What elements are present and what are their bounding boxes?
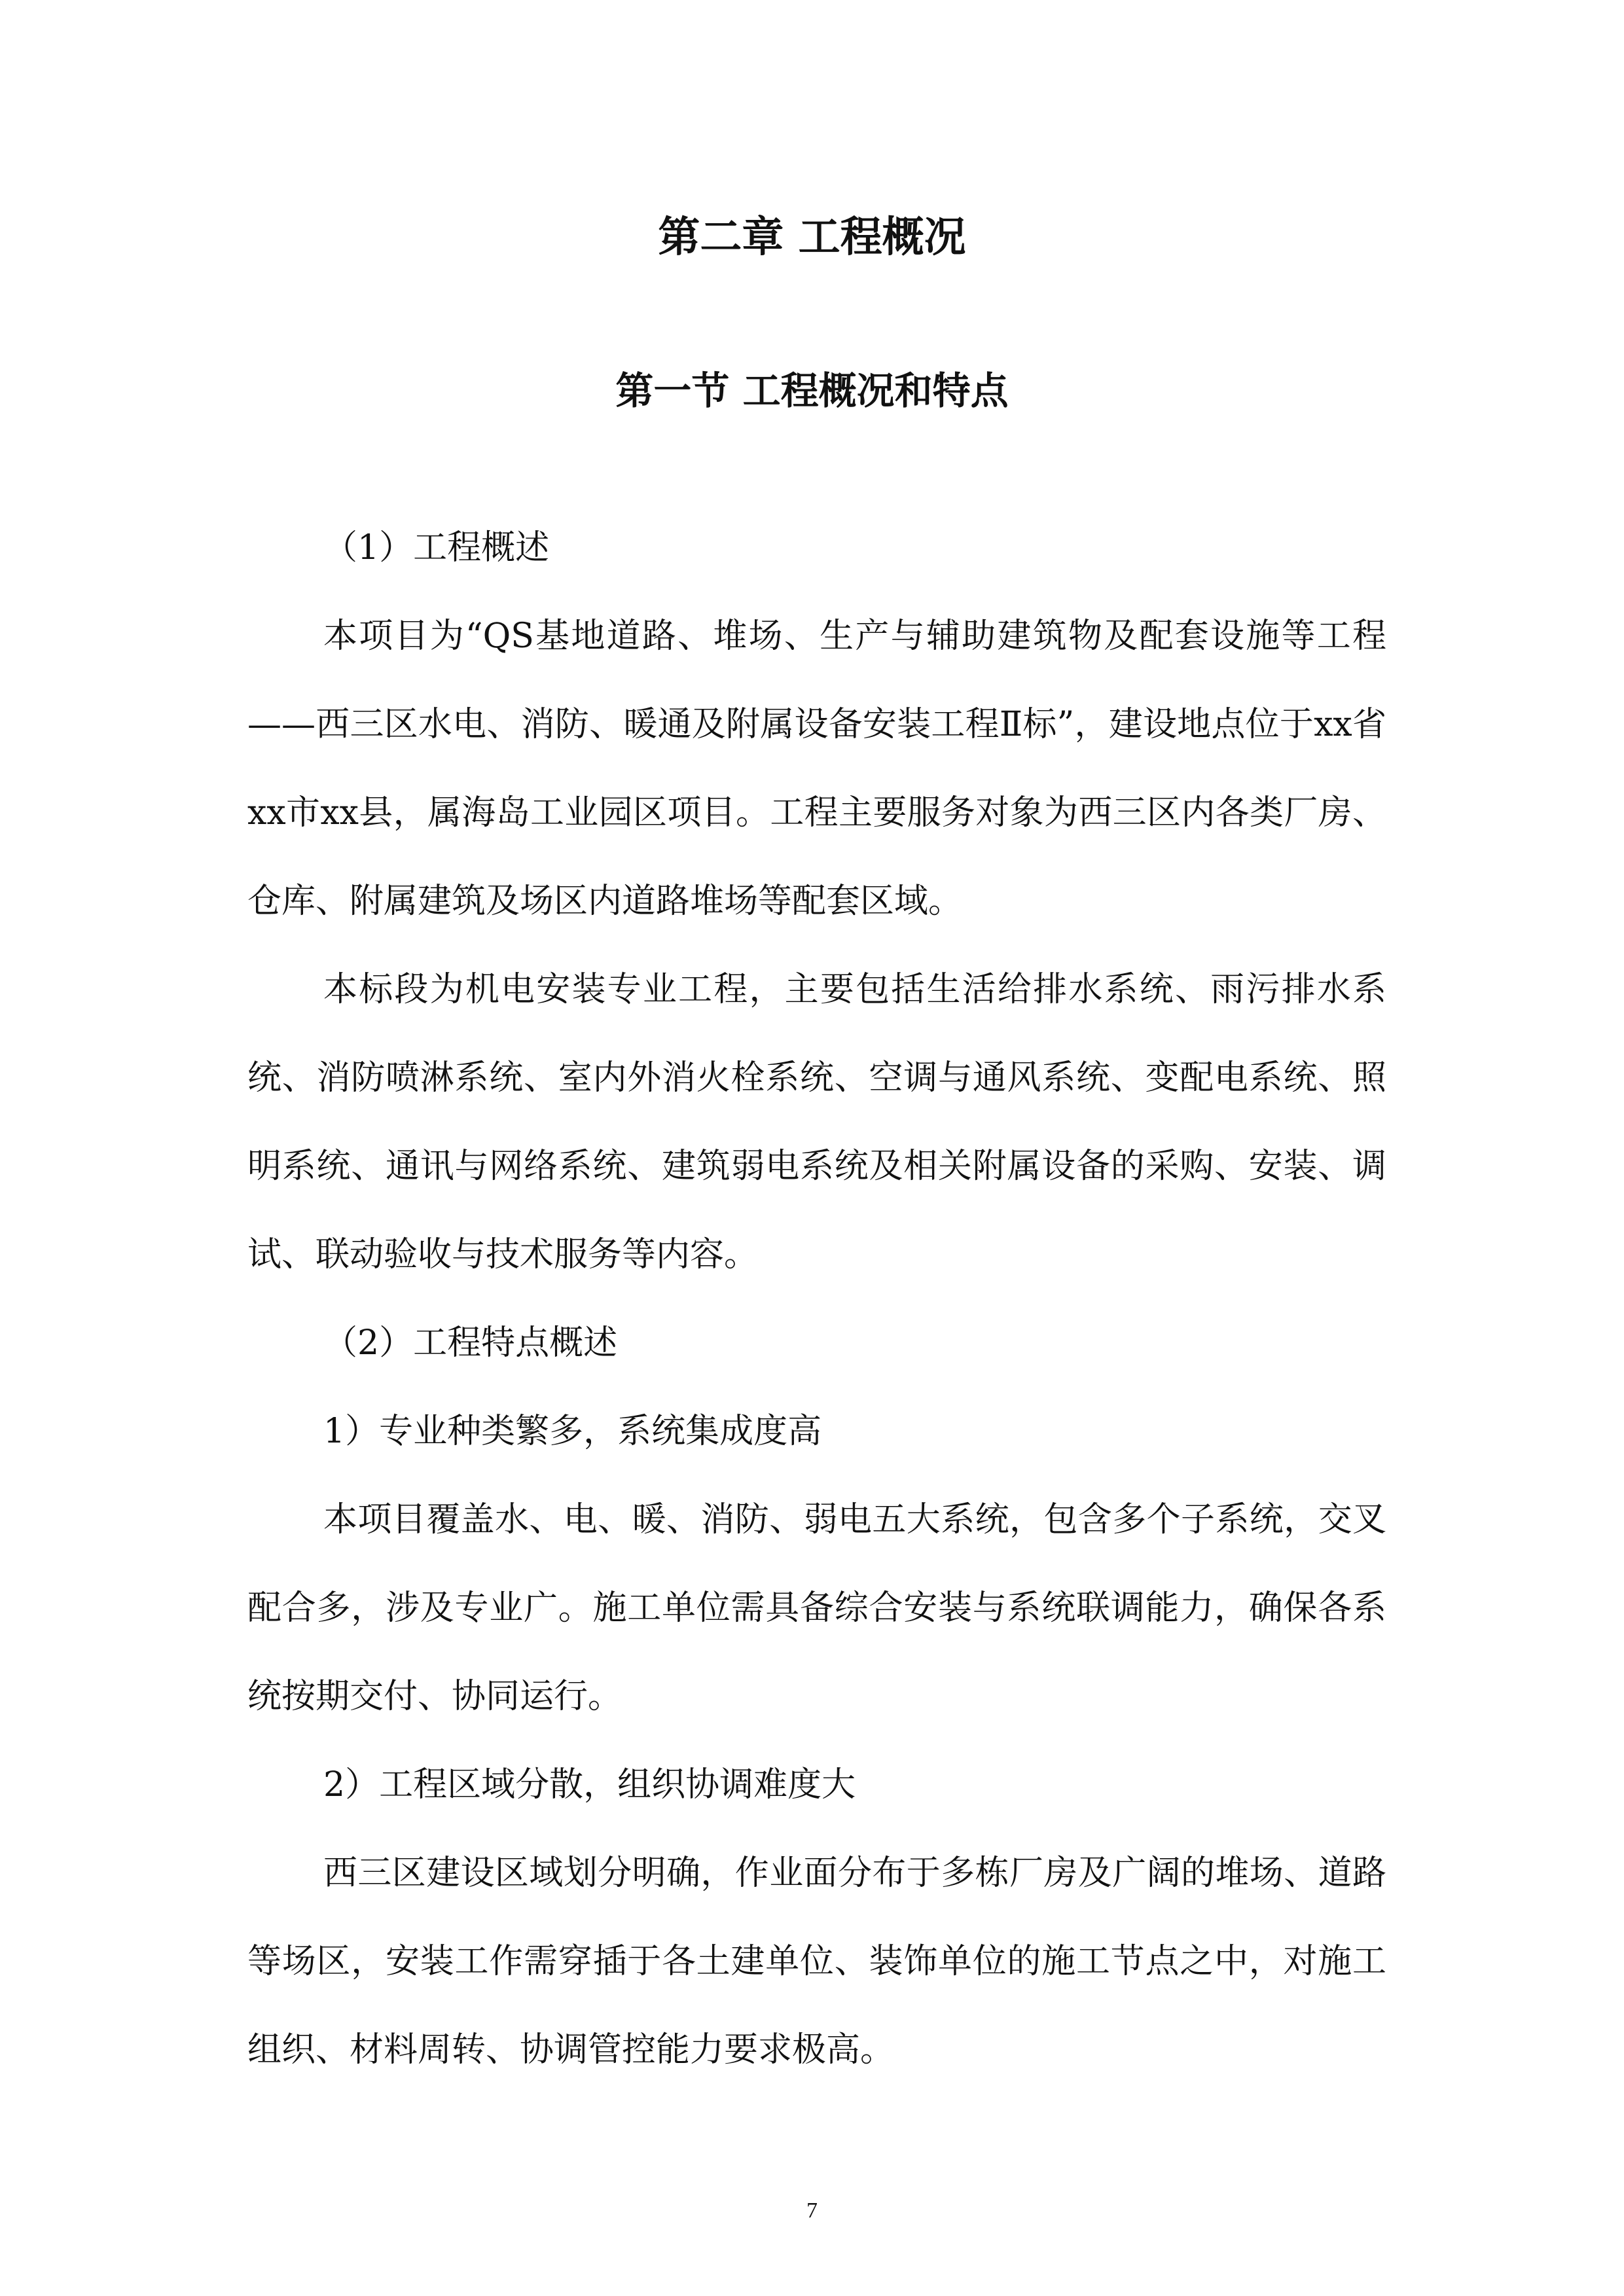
subheading-features: （2）工程特点概述 [323, 1323, 618, 1363]
paragraph-scope: 本标段为机电安装专业工程，主要包括生活给排水系统、雨污排水系统、消防喷淋系统、室内外消火栓系统、空调与通风系统、变配电系统、照明系统、通讯与网络系统、建筑弱电系统及相关附属设备的采购、安装、调试、联动验收与技术服务等内容。 [247, 970, 1386, 1274]
subheading-overview: （1）工程概述 [323, 528, 550, 567]
feature-heading-1: 1）专业种类繁多，系统集成度高 [323, 1412, 822, 1451]
page-number: 7 [806, 2198, 818, 2223]
document-body [247, 504, 1386, 2094]
section-title: 第一节 工程概况和特点 [615, 368, 1009, 413]
chapter-title: 第二章 工程概况 [658, 213, 966, 262]
feature-heading-2: 2）工程区域分散，组织协调难度大 [323, 1765, 856, 1804]
paragraph-project-overview: 本项目为“QS基地道路、堆场、生产与辅助建筑物及配套设施等工程——西三区水电、消防、暖通及附属设备安装工程Ⅱ标”，建设地点位于xx省xx市xx县，属海岛工业园区项目。工程主要服务对象为西三区内各类厂房、仓库、附属建筑及场区内道路堆场等配套区域。 [247, 617, 1386, 921]
paragraph-feature-2: 西三区建设区域划分明确，作业面分布于多栋厂房及广阔的堆场、道路等场区，安装工作需穿插于各土建单位、装饰单位的施工节点之中，对施工组织、材料周转、协调管控能力要求极高。 [247, 1854, 1386, 2070]
paragraph-feature-1: 本项目覆盖水、电、暖、消防、弱电五大系统，包含多个子系统，交叉配合多，涉及专业广。施工单位需具备综合安装与系统联调能力，确保各系统按期交付、协同运行。 [247, 1500, 1386, 1716]
